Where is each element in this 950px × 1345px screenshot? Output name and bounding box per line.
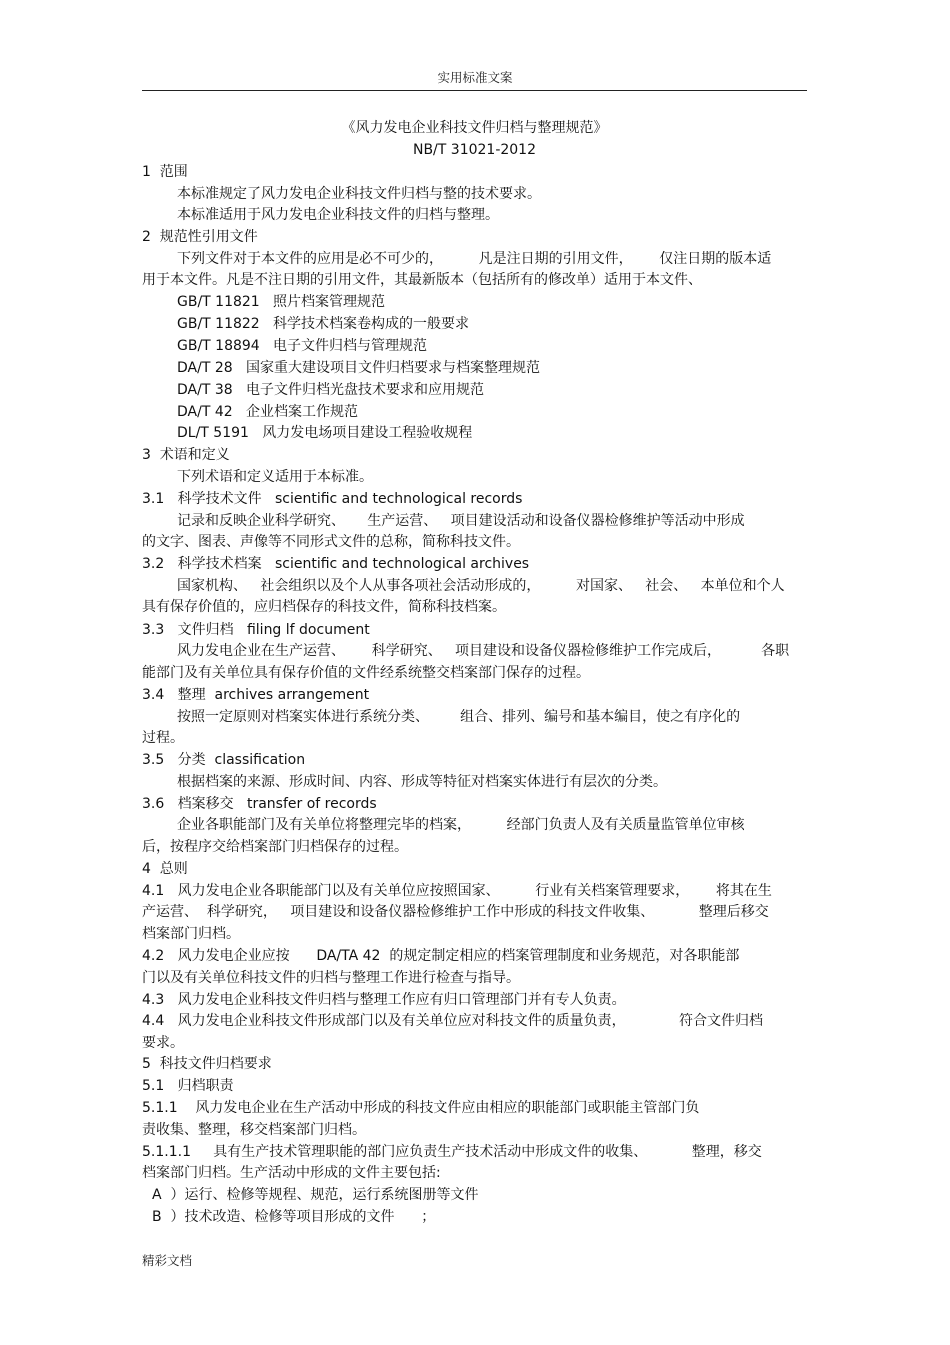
clause-line: 5.1.1 风力发电企业在生产活动中形成的科技文件应由相应的职能部门或职能主管部门负 xyxy=(142,1100,700,1116)
clause-line: 4.3 风力发电企业科技文件归档与整理工作应有归口管理部门并有专人负责。 xyxy=(142,992,626,1008)
body-line: 产运营、 科学研究， 项目建设和设备仪器检修维护工作中形成的科技文件收集、 整理后移交 xyxy=(142,904,769,920)
clause-line: 5.1.1.1 具有生产技术管理职能的部门应负责生产技术活动中形成文件的收集、 整理，移交 xyxy=(142,1144,762,1160)
section-5-heading: 5 科技文件归档要求 xyxy=(142,1056,272,1072)
body-line: 档案部门归档。 xyxy=(142,926,240,942)
term-heading: 3.2 科学技术档案 scientific and technological archives xyxy=(142,556,530,572)
body-line: 责收集、整理，移交档案部门归档。 xyxy=(142,1122,366,1138)
body-line: 根据档案的来源、形成时间、内容、形成等特征对档案实体进行有层次的分类。 xyxy=(177,774,667,790)
reference-item: GB/T 11821 照片档案管理规范 xyxy=(177,294,386,310)
reference-item: DA/T 42 企业档案工作规范 xyxy=(177,404,358,420)
document-code: NB/T 31021-2012 xyxy=(412,142,536,158)
body-line: 要求。 xyxy=(142,1035,184,1051)
clause-line: 4.2 风力发电企业应按 DA/TA 42 的规定制定相应的档案管理制度和业务规范，对各职能部 xyxy=(142,948,740,964)
section-4-heading: 4 总则 xyxy=(142,861,188,877)
section-3-heading: 3 术语和定义 xyxy=(142,447,230,463)
reference-item: GB/T 11822 科学技术档案卷构成的一般要求 xyxy=(177,316,470,332)
body-line: 企业各职能部门及有关单位将整理完毕的档案， 经部门负责人及有关质量监管单位审核 xyxy=(177,817,745,833)
clause-line: 4.4 风力发电企业科技文件形成部门以及有关单位应对科技文件的质量负责， 符合文件归档 xyxy=(142,1013,764,1029)
body-line: 用于本文件。凡是不注日期的引用文件，其最新版本（包括所有的修改单）适用于本文件、 xyxy=(142,272,702,288)
term-heading: 3.1 科学技术文件 scientific and technological records xyxy=(142,491,523,507)
body-line: 国家机构、 社会组织以及个人从事各项社会活动形成的， 对国家、 社会、 本单位和个人 xyxy=(177,578,785,594)
reference-item: DA/T 38 电子文件归档光盘技术要求和应用规范 xyxy=(177,382,484,398)
term-heading: 3.5 分类 classification xyxy=(142,752,306,768)
reference-item: GB/T 18894 电子文件归档与管理规范 xyxy=(177,338,428,354)
body-line: 具有保存价值的，应归档保存的科技文件，简称科技档案。 xyxy=(142,599,506,615)
section-2-heading: 2 规范性引用文件 xyxy=(142,229,258,245)
body-line: 按照一定原则对档案实体进行系统分类、 组合、排列、编号和基本编目，使之有序化的 xyxy=(177,709,741,725)
body-line: 本标准适用于风力发电企业科技文件的归档与整理。 xyxy=(177,207,499,223)
body-line: 的文字、图表、声像等不同形式文件的总称，简称科技文件。 xyxy=(142,534,520,550)
clause-line: 5.1 归档职责 xyxy=(142,1078,234,1094)
list-item: A ）运行、检修等规程、规范，运行系统图册等文件 xyxy=(152,1187,479,1203)
body-line: 门以及有关单位科技文件的归档与整理工作进行检查与指导。 xyxy=(142,970,520,986)
body-line: 能部门及有关单位具有保存价值的文件经系统整交档案部门保存的过程。 xyxy=(142,665,590,681)
document-title: 《风力发电企业科技文件归档与整理规范》 xyxy=(341,120,608,136)
page-header: 实用标准文案 xyxy=(437,70,513,85)
list-item: B ）技术改造、检修等项目形成的文件 ； xyxy=(152,1209,436,1225)
body-line: 过程。 xyxy=(142,730,184,746)
body-line: 记录和反映企业科学研究、 生产运营、 项目建设活动和设备仪器检修维护等活动中形成 xyxy=(177,513,745,529)
body-line: 风力发电企业在生产运营、 科学研究、 项目建设和设备仪器检修维护工作完成后， 各职 xyxy=(177,643,790,659)
term-heading: 3.3 文件归档 filing lf document xyxy=(142,622,370,638)
header-rule xyxy=(142,90,807,91)
body-line: 下列文件对于本文件的应用是必不可少的， 凡是注日期的引用文件， 仅注日期的版本适 xyxy=(177,251,772,267)
term-heading: 3.6 档案移交 transfer of records xyxy=(142,796,377,812)
body-line: 档案部门归档。生产活动中形成的文件主要包括: xyxy=(142,1165,441,1181)
body-line: 本标准规定了风力发电企业科技文件归档与整的技术要求。 xyxy=(177,186,541,202)
reference-item: DA/T 28 国家重大建设项目文件归档要求与档案整理规范 xyxy=(177,360,540,376)
body-line: 下列术语和定义适用于本标准。 xyxy=(177,469,373,485)
term-heading: 3.4 整理 archives arrangement xyxy=(142,687,370,703)
page-footer: 精彩文档 xyxy=(142,1253,193,1268)
reference-item: DL/T 5191 风力发电场项目建设工程验收规程 xyxy=(177,425,473,441)
clause-line: 4.1 风力发电企业各职能部门以及有关单位应按照国家、 行业有关档案管理要求， 将其在生 xyxy=(142,883,772,899)
section-1-heading: 1 范围 xyxy=(142,164,188,180)
body-line: 后，按程序交给档案部门归档保存的过程。 xyxy=(142,839,408,855)
